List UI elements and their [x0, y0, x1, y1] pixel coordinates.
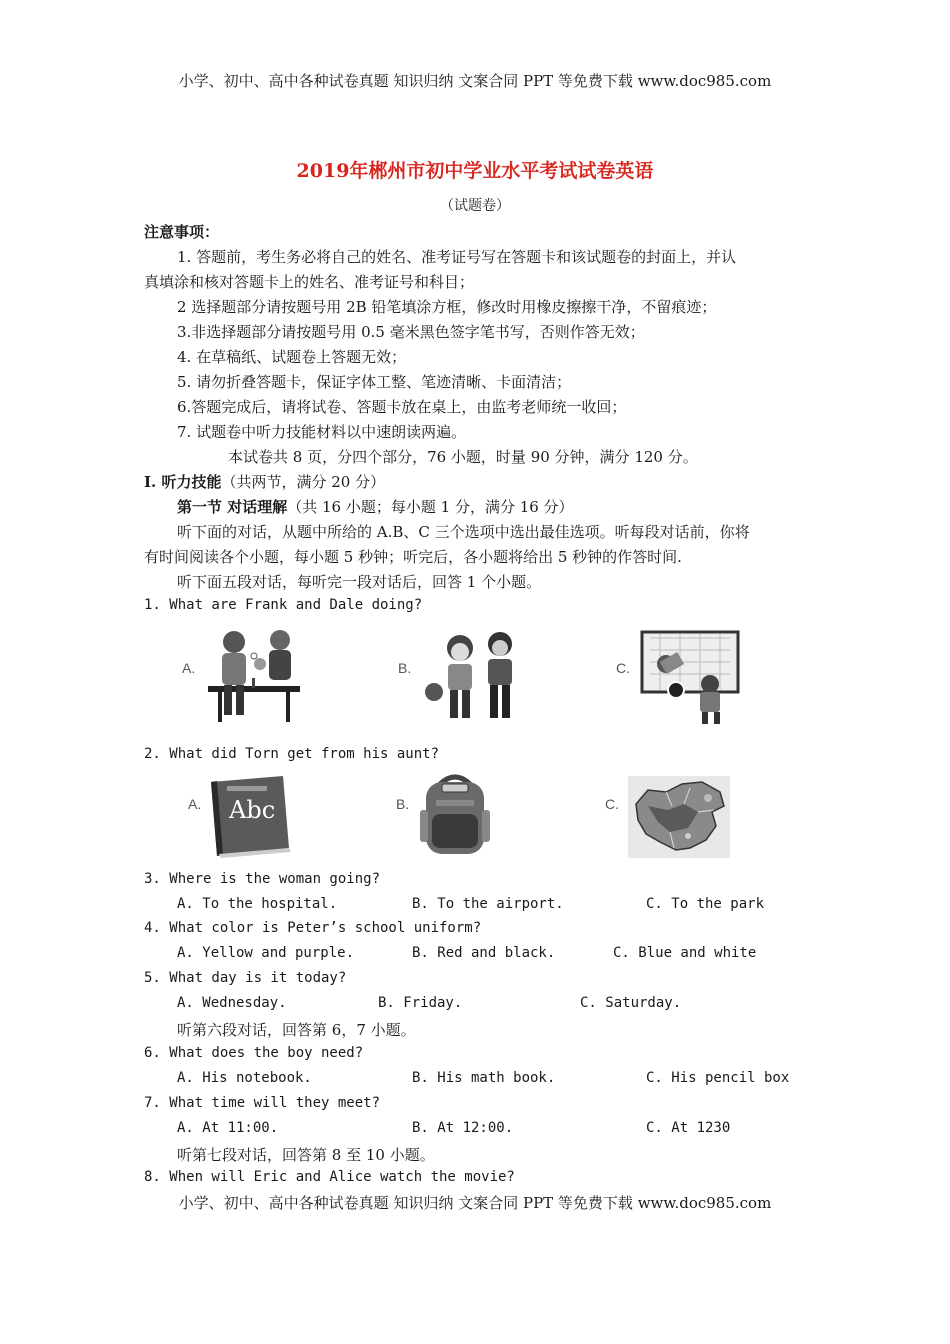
section-1-heading: [177, 496, 574, 517]
note-5: 5. 请勿折叠答题卡，保证字体工整、笔迹清晰、卡面清洁；: [177, 373, 572, 391]
book-image: [205, 774, 295, 858]
note-1a: 1. 答题前，考生务必将自己的姓名、准考证号写在答题卡和该试题卷的封面上，并认: [177, 248, 737, 266]
q7-option-a: A. At 11:00.: [177, 1120, 279, 1136]
q2-option-c-label: C.: [605, 796, 619, 812]
question-8: 8. When will Eric and Alice watch the movie?: [144, 1169, 515, 1185]
exam-title: 2019年郴州市初中学业水平考试试卷英语: [296, 160, 654, 182]
q6-option-c: C. His pencil box: [646, 1070, 790, 1086]
q7-option-c: C. At 1230: [646, 1120, 731, 1136]
q3-option-a: A. To the hospital.: [177, 896, 338, 912]
part-1-label: I. 听力技能: [144, 473, 222, 491]
question-4: 4. What color is Peter’s school uniform?: [144, 920, 482, 936]
q5-option-b: B. Friday.: [378, 995, 463, 1011]
section-1-desc: （共 16 小题；每小题 1 分，满分 16 分）: [287, 498, 574, 516]
q3-option-b: B. To the airport.: [412, 896, 564, 912]
q3-option-c: C. To the park: [646, 896, 765, 912]
q7-option-b: B. At 12:00.: [412, 1120, 514, 1136]
q5-option-c: C. Saturday.: [580, 995, 682, 1011]
question-3: 3. Where is the woman going?: [144, 871, 381, 887]
q5-option-a: A. Wednesday.: [177, 995, 287, 1011]
q2-option-b-label: B.: [396, 796, 410, 812]
q1-option-b-label: B.: [398, 660, 412, 676]
part-1-desc: （共两节，满分 20 分）: [221, 473, 386, 491]
q4-option-c: C. Blue and white: [613, 945, 757, 961]
question-6: 6. What does the boy need?: [144, 1045, 364, 1061]
note-2: 2 选择题部分请按题号用 2B 铅笔填涂方框，修改时用橡皮擦擦干净，不留痕迹；: [177, 298, 717, 316]
q4-option-a: A. Yellow and purple.: [177, 945, 355, 961]
q2-option-a-label: A.: [188, 796, 202, 812]
map-image: [628, 776, 730, 858]
instruction-1b: 有时间阅读各个小题，每小题 5 秒钟；听完后，各小题将给出 5 秒钟的作答时间.: [144, 548, 682, 566]
notes-heading: 注意事项：: [144, 223, 220, 241]
instruction-7: 听第七段对话，回答第 8 至 10 小题。: [177, 1146, 435, 1164]
question-5: 5. What day is it today?: [144, 970, 347, 986]
ping-pong-image: [198, 626, 310, 724]
q1-option-c-label: C.: [616, 660, 630, 676]
note-3: 3.非选择题部分请按题号用 0.5 毫米黑色签字笔书写，否则作答无效；: [177, 323, 645, 341]
q4-option-b: B. Red and black.: [412, 945, 556, 961]
exam-summary: 本试卷共 8 页，分四个部分，76 小题，时量 90 分钟，满分 120 分。: [228, 448, 698, 466]
page-header: 小学、初中、高中各种试卷真题 知识归纳 文案合同 PPT 等免费下载 www.doc985.com: [178, 72, 772, 90]
part-1-heading: [144, 471, 385, 492]
q1-option-a-label: A.: [182, 660, 196, 676]
note-4: 4. 在草稿纸、试题卷上答题无效；: [177, 348, 407, 366]
note-7: 7. 试题卷中听力技能材料以中速朗读两遍。: [177, 423, 467, 441]
note-1b: 真填涂和核对答题卡上的姓名、准考证号和科目；: [144, 273, 475, 291]
q6-option-a: A. His notebook.: [177, 1070, 312, 1086]
book-title-text: Abc: [229, 796, 276, 824]
section-1-label: 第一节 对话理解: [177, 498, 288, 516]
page-footer: 小学、初中、高中各种试卷真题 知识归纳 文案合同 PPT 等免费下载 www.doc985.com: [178, 1194, 772, 1212]
instruction-1a: 听下面的对话，从题中所给的 A.B、C 三个选项中选出最佳选项。听每段对话前，你将: [177, 523, 750, 541]
question-2: 2. What did Torn get from his aunt?: [144, 746, 440, 762]
instruction-6: 听第六段对话，回答第 6，7 小题。: [177, 1021, 416, 1039]
soccer-image: [640, 628, 740, 726]
basketball-image: [420, 628, 532, 724]
note-6: 6.答题完成后，请将试卷、答题卡放在桌上，由监考老师统一收回；: [177, 398, 627, 416]
question-7: 7. What time will they meet?: [144, 1095, 381, 1111]
instruction-2: 听下面五段对话，每听完一段对话后，回答 1 个小题。: [177, 573, 542, 591]
q6-option-b: B. His math book.: [412, 1070, 556, 1086]
schoolbag-image: [412, 770, 498, 860]
question-1: 1. What are Frank and Dale doing?: [144, 597, 423, 613]
exam-subtitle: （试题卷）: [440, 198, 510, 214]
